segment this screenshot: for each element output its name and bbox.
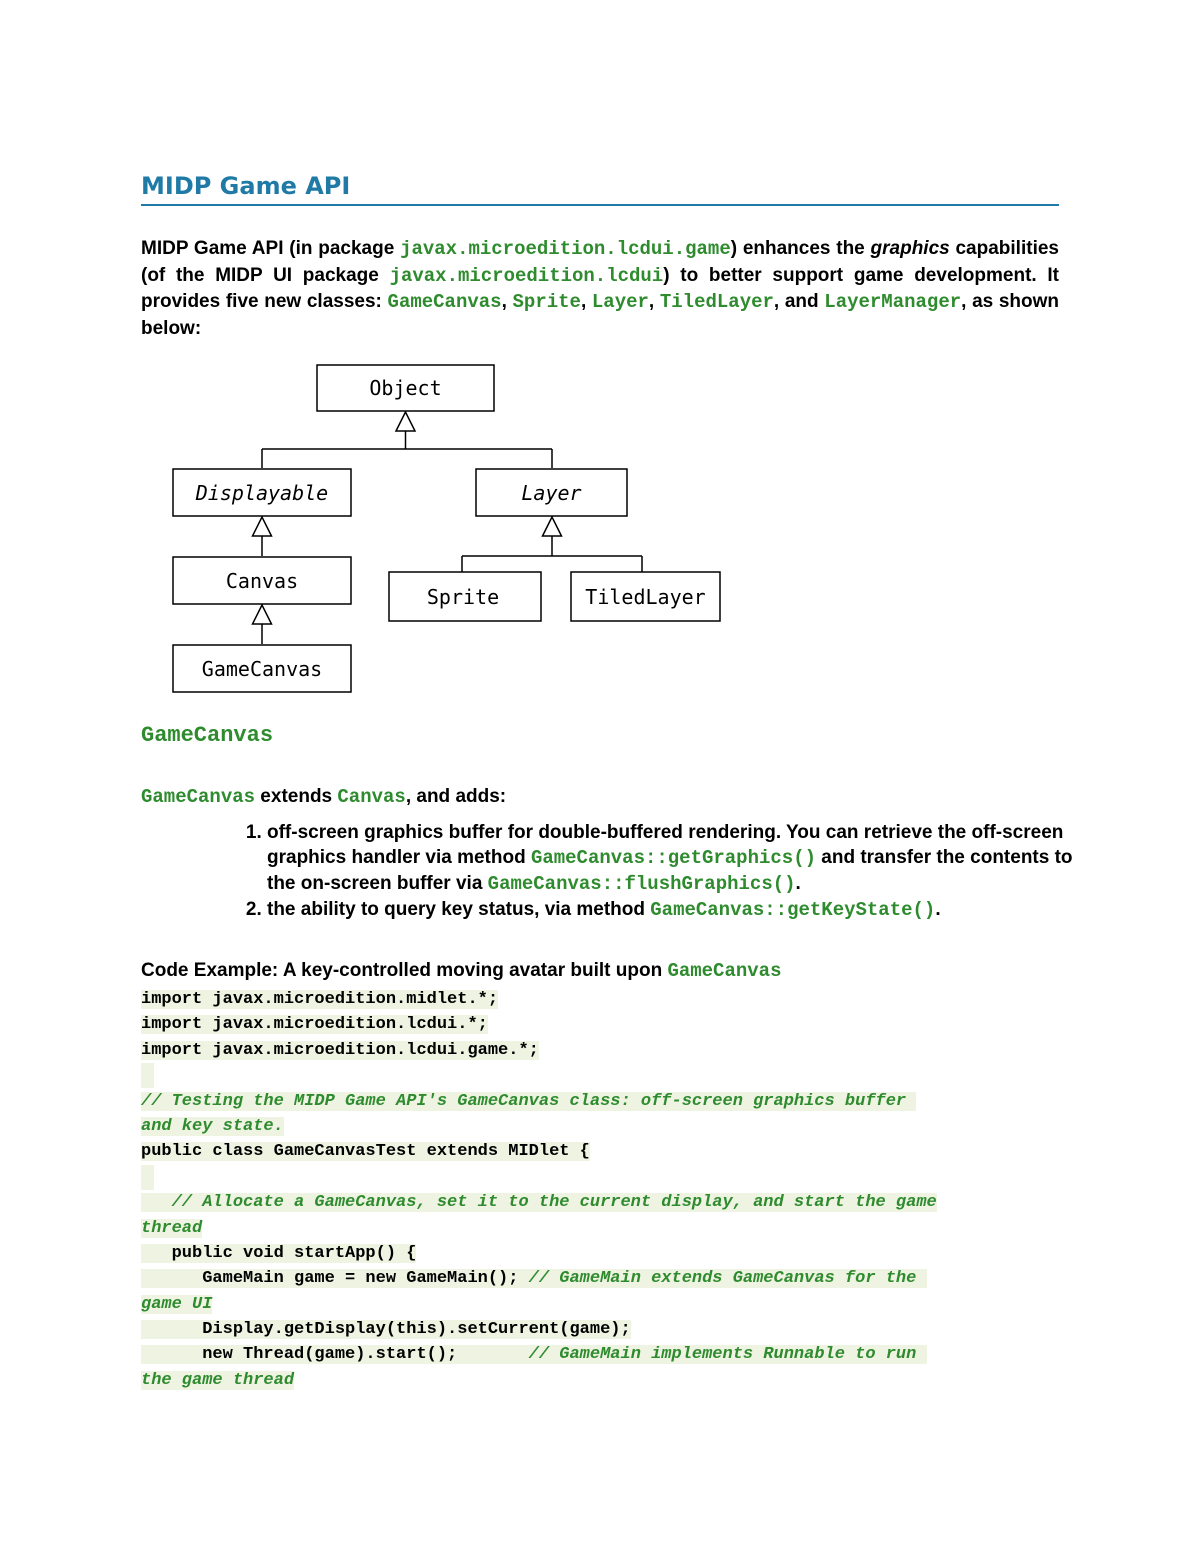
class-hierarchy-svg (141, 360, 741, 700)
package-game: javax.microedition.lcdui.game (400, 238, 731, 260)
feature-item-2 (267, 897, 1087, 923)
code-text: public void startApp() { (141, 1243, 417, 1263)
canvas-label: Canvas (225, 569, 299, 593)
separator: , (648, 291, 660, 312)
method-getgraphics: GameCanvas::getGraphics() (530, 847, 816, 869)
method-getkeystate: GameCanvas::getKeyState() (650, 899, 936, 921)
code-comment: and key state. (141, 1116, 284, 1136)
code-text (141, 1345, 927, 1364)
gamecanvas-label: GameCanvas (201, 657, 323, 681)
code-line (141, 1342, 1059, 1367)
feature-1-text-a: off-screen graphics buffer for double-buffered rendering. You can retrieve the off-screen graphics handler via method (267, 822, 1064, 868)
tiledlayer-label: TiledLayer (585, 585, 706, 609)
feature-2-text-a: the ability to query key status, via method (267, 899, 651, 920)
class-sprite: Sprite (512, 291, 581, 313)
separator: , (580, 291, 592, 312)
code-example-caption (141, 958, 781, 984)
displayable-label: Displayable (195, 481, 329, 505)
code-line (141, 1241, 1059, 1266)
layer-inheritance-arrow (543, 517, 562, 536)
code-segment: GameMain game = new GameMain(); (141, 1269, 529, 1289)
code-text: import javax.microedition.midlet.*; (141, 990, 499, 1009)
intro-text-2: ) enhances the (730, 238, 871, 259)
intro-text-5: , as shown below: (141, 291, 1060, 339)
blank-line-marker (141, 1063, 154, 1088)
code-line (141, 1216, 1059, 1241)
object-label: Object (369, 376, 442, 400)
separator: , and (773, 291, 825, 312)
layer-label: Layer (521, 481, 582, 505)
code-text: import javax.microedition.lcdui.game.*; (141, 1040, 539, 1060)
code-line (141, 987, 1059, 1012)
gamecanvas-heading: GameCanvas (141, 723, 274, 748)
object-inheritance-arrow (396, 412, 415, 431)
extends-tail: , and adds: (405, 786, 507, 807)
caption-class: GameCanvas (667, 960, 782, 982)
code-line (141, 1012, 1059, 1037)
class-tiledlayer: TiledLayer (659, 291, 774, 313)
code-line (141, 1038, 1059, 1063)
class-hierarchy-diagram (141, 360, 741, 700)
code-text: import javax.microedition.lcdui.*; (141, 1015, 488, 1035)
code-line (141, 1114, 1059, 1139)
code-line (141, 1089, 1059, 1114)
separator: , (501, 291, 513, 312)
code-line-blank (141, 1063, 1059, 1088)
code-segment: new Thread(game).start(); (141, 1345, 529, 1365)
displayable-inheritance-arrow (253, 517, 272, 536)
intro-text-3: capabilities (of the MIDP UI package (141, 238, 1059, 286)
extends-base: Canvas (337, 786, 406, 808)
code-text: Display.getDisplay(this).setCurrent(game); (141, 1320, 631, 1340)
code-listing (141, 987, 1059, 1393)
caption-text: Code Example: A key-controlled moving avatar built upon (141, 960, 668, 981)
code-comment: game UI (141, 1294, 213, 1314)
feature-1-text-b: and transfer the contents to the on-screen buffer via (267, 847, 1073, 894)
feature-1-text-c: . (795, 873, 801, 894)
code-line (141, 1266, 1059, 1291)
code-text: public class GameCanvasTest extends MIDlet { (141, 1142, 590, 1162)
intro-text-1: MIDP Game API (in package (141, 238, 401, 259)
canvas-inheritance-arrow (253, 605, 272, 624)
method-flushgraphics: GameCanvas::flushGraphics() (487, 873, 796, 895)
code-comment: // Testing the MIDP Game API's GameCanvas class: off-screen graphics buffer (141, 1091, 917, 1111)
feature-list (231, 820, 1087, 923)
extends-word: extends (255, 786, 338, 807)
document-page (141, 170, 1073, 1390)
intro-paragraph (141, 236, 1059, 341)
code-comment: // GameMain extends GameCanvas for the (528, 1269, 927, 1289)
code-text (141, 1269, 927, 1288)
sprite-label: Sprite (426, 585, 500, 609)
code-line (141, 1139, 1059, 1164)
code-line (141, 1292, 1059, 1317)
feature-2-text-b: . (935, 899, 941, 920)
code-line-blank (141, 1165, 1059, 1190)
page-title: MIDP Game API (141, 170, 1059, 206)
class-gamecanvas: GameCanvas (387, 291, 502, 313)
code-line (141, 1190, 1059, 1215)
intro-text-4: ) to better support game development. It provides five new classes: (141, 264, 1059, 312)
intro-graphics-word: graphics (870, 238, 950, 259)
blank-line-marker (141, 1165, 154, 1190)
code-comment: thread (141, 1218, 203, 1238)
code-comment: // GameMain implements Runnable to run (528, 1345, 927, 1365)
extends-class: GameCanvas (141, 786, 256, 808)
class-layermanager: LayerManager (824, 291, 962, 313)
code-comment: the game thread (141, 1370, 295, 1390)
class-layer: Layer (591, 291, 649, 313)
package-lcdui: javax.microedition.lcdui (389, 264, 664, 287)
code-comment: // Allocate a GameCanvas, set it to the current display, and start the game (141, 1193, 937, 1213)
feature-item-1 (267, 820, 1087, 897)
gamecanvas-extends-line (141, 784, 506, 810)
code-line (141, 1368, 1059, 1393)
code-line (141, 1317, 1059, 1342)
